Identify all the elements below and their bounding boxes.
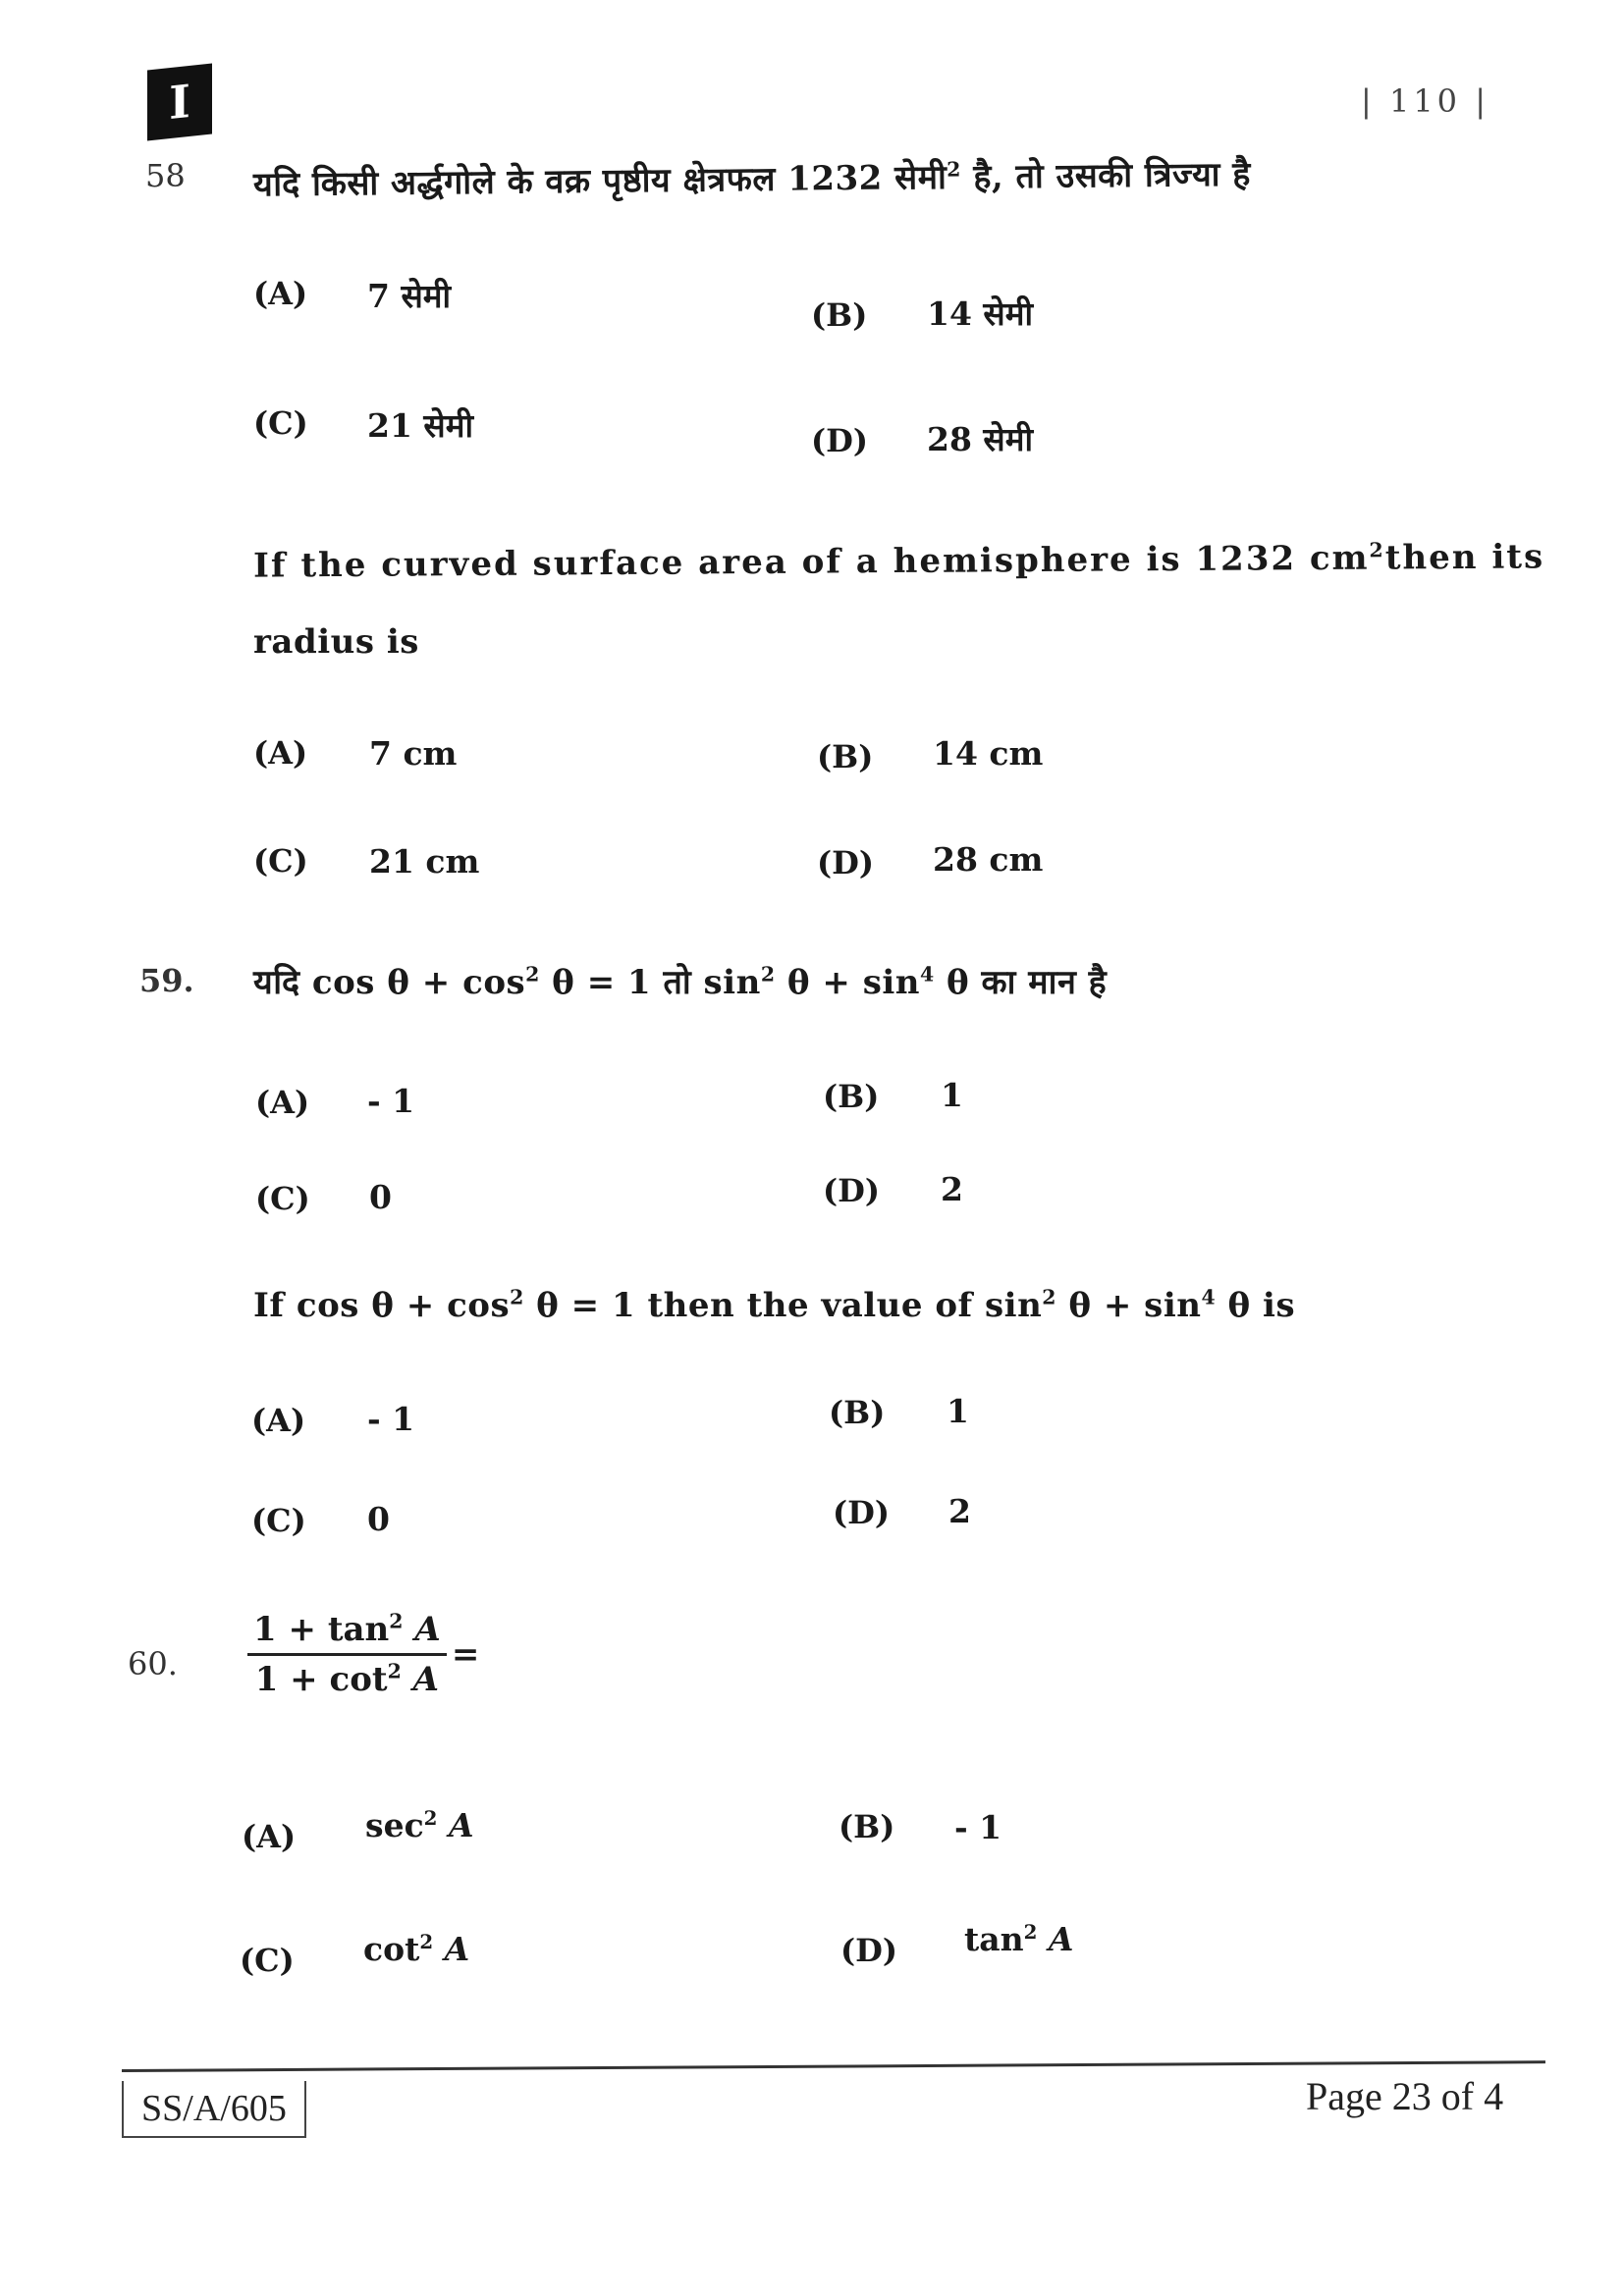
option-value[interactable] (964, 1920, 1074, 1958)
q58-en-text: If the curved surface area of a hemisphere is 1232 cm (252, 538, 1370, 586)
opt-text: tan (964, 1920, 1024, 1958)
q58-en-sup: 2 (1369, 538, 1385, 562)
opt-text: - 1 (954, 1808, 1002, 1846)
question-59-english (253, 1286, 1295, 1325)
opt-sup: 2 (423, 1806, 438, 1830)
option-value[interactable]: 21 cm (369, 842, 480, 881)
question-number-59: 59. (139, 962, 194, 999)
option-value[interactable]: - 1 (367, 1400, 415, 1438)
den-text: 1 + cot (254, 1660, 388, 1699)
opt-var: A (1048, 1920, 1074, 1958)
option-label: (D) (833, 1494, 891, 1531)
opt-sup: 2 (1023, 1920, 1038, 1944)
option-label: (A) (251, 1402, 306, 1439)
fraction-numerator (247, 1610, 447, 1649)
page-number: Page 23 of 4 (1306, 2074, 1504, 2118)
num-sup: 2 (389, 1609, 404, 1633)
q58-hi-text-after: है, तो उसकी त्रिज्या है (960, 154, 1252, 197)
num-var: A (414, 1610, 441, 1649)
q59-en-part: θ + sin (1056, 1286, 1202, 1325)
q58-hi-text: यदि किसी अर्द्धगोले के वक्र पृष्ठीय क्षेत्रफल 1232 सेमी (252, 157, 947, 205)
option-value[interactable]: 28 cm (933, 840, 1044, 879)
option-label: (B) (811, 296, 868, 334)
q58-en-text-after: then its (1384, 537, 1545, 578)
option-label: (D) (840, 1932, 898, 1969)
option-label: (C) (240, 1942, 295, 1979)
option-value[interactable]: 14 सेमी (927, 294, 1034, 333)
option-label: (C) (255, 1180, 310, 1217)
option-label: (C) (253, 842, 308, 880)
question-58-english-line2: radius is (253, 622, 419, 662)
option-value[interactable]: 28 सेमी (927, 420, 1034, 458)
question-58-hindi (253, 150, 1251, 206)
question-number-60: 60. (128, 1645, 178, 1682)
option-label: (C) (251, 1502, 306, 1539)
paper-code: SS/A/605 (122, 2081, 306, 2138)
q59-en-sup: 4 (1201, 1285, 1217, 1309)
option-label: (A) (253, 734, 308, 772)
option-value[interactable] (363, 1930, 469, 1968)
fraction-bar (247, 1653, 447, 1656)
equals-sign: = (451, 1634, 480, 1675)
option-label: (A) (255, 1084, 310, 1121)
q59-en-sup: 2 (510, 1285, 524, 1309)
option-label: (B) (823, 1078, 880, 1115)
option-value[interactable]: 14 cm (933, 734, 1044, 773)
q59-en-part: θ = 1 then the value of sin (523, 1286, 1043, 1325)
opt-text: sec (365, 1806, 424, 1844)
option-value[interactable]: 1 (947, 1392, 969, 1430)
option-value[interactable]: 7 cm (369, 734, 458, 773)
footer-divider (122, 2060, 1545, 2072)
question-58-english-line1 (253, 537, 1544, 585)
option-value[interactable]: 1 (941, 1076, 963, 1114)
option-value[interactable] (954, 1808, 1001, 1846)
question-number-58: 58 (145, 157, 186, 194)
q59-hi-sup: 2 (760, 962, 776, 987)
q59-hi-sup: 2 (525, 962, 540, 987)
option-label: (D) (823, 1172, 881, 1209)
option-label: (A) (253, 275, 308, 312)
option-label: (B) (817, 738, 874, 775)
option-label: (C) (253, 404, 308, 442)
q58-hi-sup: 2 (947, 157, 962, 182)
option-value[interactable]: 0 (369, 1178, 392, 1216)
q59-hi-part: यदि cos θ + cos (253, 963, 526, 1002)
option-label: (B) (829, 1394, 886, 1431)
q59-hi-part: θ का मान है (934, 963, 1108, 1002)
question-60-expression (247, 1610, 479, 1699)
opt-var: A (448, 1806, 474, 1844)
option-label: (D) (817, 844, 875, 881)
q59-en-sup: 2 (1042, 1285, 1056, 1309)
den-var: A (412, 1660, 440, 1699)
option-value[interactable]: - 1 (367, 1082, 415, 1120)
fraction-denominator (249, 1660, 445, 1699)
option-value[interactable]: 21 सेमी (367, 406, 474, 445)
q59-hi-part: θ + sin (775, 963, 920, 1002)
opt-text: cot (363, 1930, 420, 1968)
q59-hi-sup: 4 (920, 962, 935, 987)
question-59-hindi (253, 958, 1107, 1003)
fraction (247, 1610, 447, 1699)
q59-hi-part: θ = 1 तो sin (539, 963, 761, 1002)
opt-var: A (444, 1930, 470, 1968)
booklet-code: | 110 | (1361, 82, 1489, 120)
option-value[interactable] (365, 1806, 474, 1844)
option-label: (B) (839, 1808, 895, 1845)
option-value[interactable]: 2 (948, 1492, 971, 1530)
q59-en-part: θ is (1216, 1286, 1296, 1325)
option-value[interactable]: 2 (941, 1170, 963, 1208)
option-value[interactable]: 7 सेमी (367, 277, 452, 315)
option-value[interactable]: 0 (367, 1500, 390, 1538)
option-label: (A) (242, 1818, 297, 1855)
option-label: (D) (811, 422, 869, 459)
num-text: 1 + tan (253, 1610, 390, 1649)
opt-sup: 2 (419, 1930, 434, 1953)
q59-en-part: If cos θ + cos (253, 1286, 511, 1325)
den-sup: 2 (387, 1659, 402, 1683)
section-marker: I (147, 64, 212, 141)
